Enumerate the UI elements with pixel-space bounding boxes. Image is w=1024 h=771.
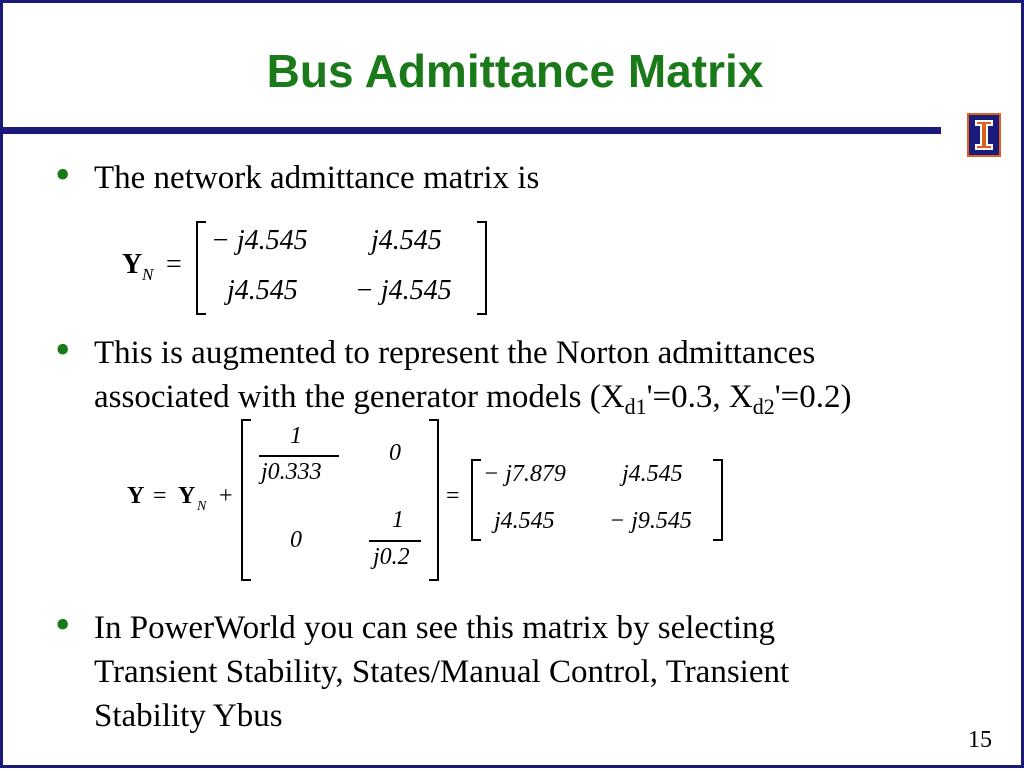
bullet-2-line-1: This is augmented to represent the Norton admittances bbox=[94, 335, 816, 371]
bullet-text-3 bbox=[94, 606, 1014, 738]
eq2-a11-denominator: j0.333 bbox=[261, 459, 322, 485]
eq2-plus: + bbox=[219, 483, 233, 509]
bullet-2-sub-d1: d1 bbox=[624, 394, 647, 419]
eq2-diag-left-bracket bbox=[241, 419, 251, 581]
eq1-m22: − j4.545 bbox=[355, 275, 452, 306]
slide-title: Bus Admittance Matrix bbox=[266, 45, 764, 97]
eq2-a12: 0 bbox=[389, 440, 401, 466]
eq2-diag-right-bracket bbox=[429, 419, 439, 581]
bullet-marker-2: • bbox=[55, 325, 71, 374]
bullet-2-suffix: '=0.2) bbox=[774, 379, 852, 415]
eq1-m21: j4.545 bbox=[227, 275, 298, 306]
eq2-a22-numerator: 1 bbox=[392, 507, 404, 533]
eq2-result-right-bracket bbox=[713, 459, 723, 541]
eq2-a22-denominator: j0.2 bbox=[373, 544, 410, 570]
eq1-lhs-subscript: N bbox=[142, 265, 154, 284]
bullet-3-line-1: In PowerWorld you can see this matrix by selecting bbox=[94, 610, 776, 646]
eq2-yn-subscript: N bbox=[197, 499, 207, 514]
bullet-text-1: The network admittance matrix is bbox=[94, 160, 540, 196]
eq2-a11-numerator: 1 bbox=[290, 423, 302, 449]
bullet-2-prefix: associated with the generator models (X bbox=[94, 379, 625, 415]
eq2-equals: = bbox=[153, 483, 167, 509]
bullet-3-line-3: Stability Ybus bbox=[94, 698, 283, 734]
bullet-2-sub-d2: d2 bbox=[752, 394, 775, 419]
bullet-2-mid: '=0.3, X bbox=[646, 379, 753, 415]
eq1-lhs-symbol: Y bbox=[122, 249, 143, 280]
eq1-m12: j4.545 bbox=[371, 225, 442, 256]
bullet-marker-3: • bbox=[55, 600, 71, 649]
eq2-a11-fraction-bar bbox=[259, 455, 339, 457]
eq2-yn-symbol: Y bbox=[178, 483, 196, 509]
eq2-result-left-bracket bbox=[471, 459, 481, 541]
eq2-equals-result: = bbox=[446, 483, 460, 509]
bullet-marker-1: • bbox=[55, 150, 71, 199]
eq2-a22-fraction-bar bbox=[369, 540, 421, 542]
eq2-r11: − j7.879 bbox=[483, 461, 566, 487]
eq2-r12: j4.545 bbox=[622, 461, 683, 487]
eq2-lhs: Y bbox=[127, 483, 145, 509]
eq1-equals: = bbox=[166, 249, 182, 280]
eq2-r22: − j9.545 bbox=[609, 508, 692, 534]
eq1-m11: − j4.545 bbox=[211, 225, 308, 256]
page-number: 15 bbox=[968, 727, 992, 753]
bullet-3-line-2: Transient Stability, States/Manual Control, Transient bbox=[94, 654, 790, 690]
eq2-r21: j4.545 bbox=[494, 508, 555, 534]
eq2-a21: 0 bbox=[290, 527, 302, 553]
